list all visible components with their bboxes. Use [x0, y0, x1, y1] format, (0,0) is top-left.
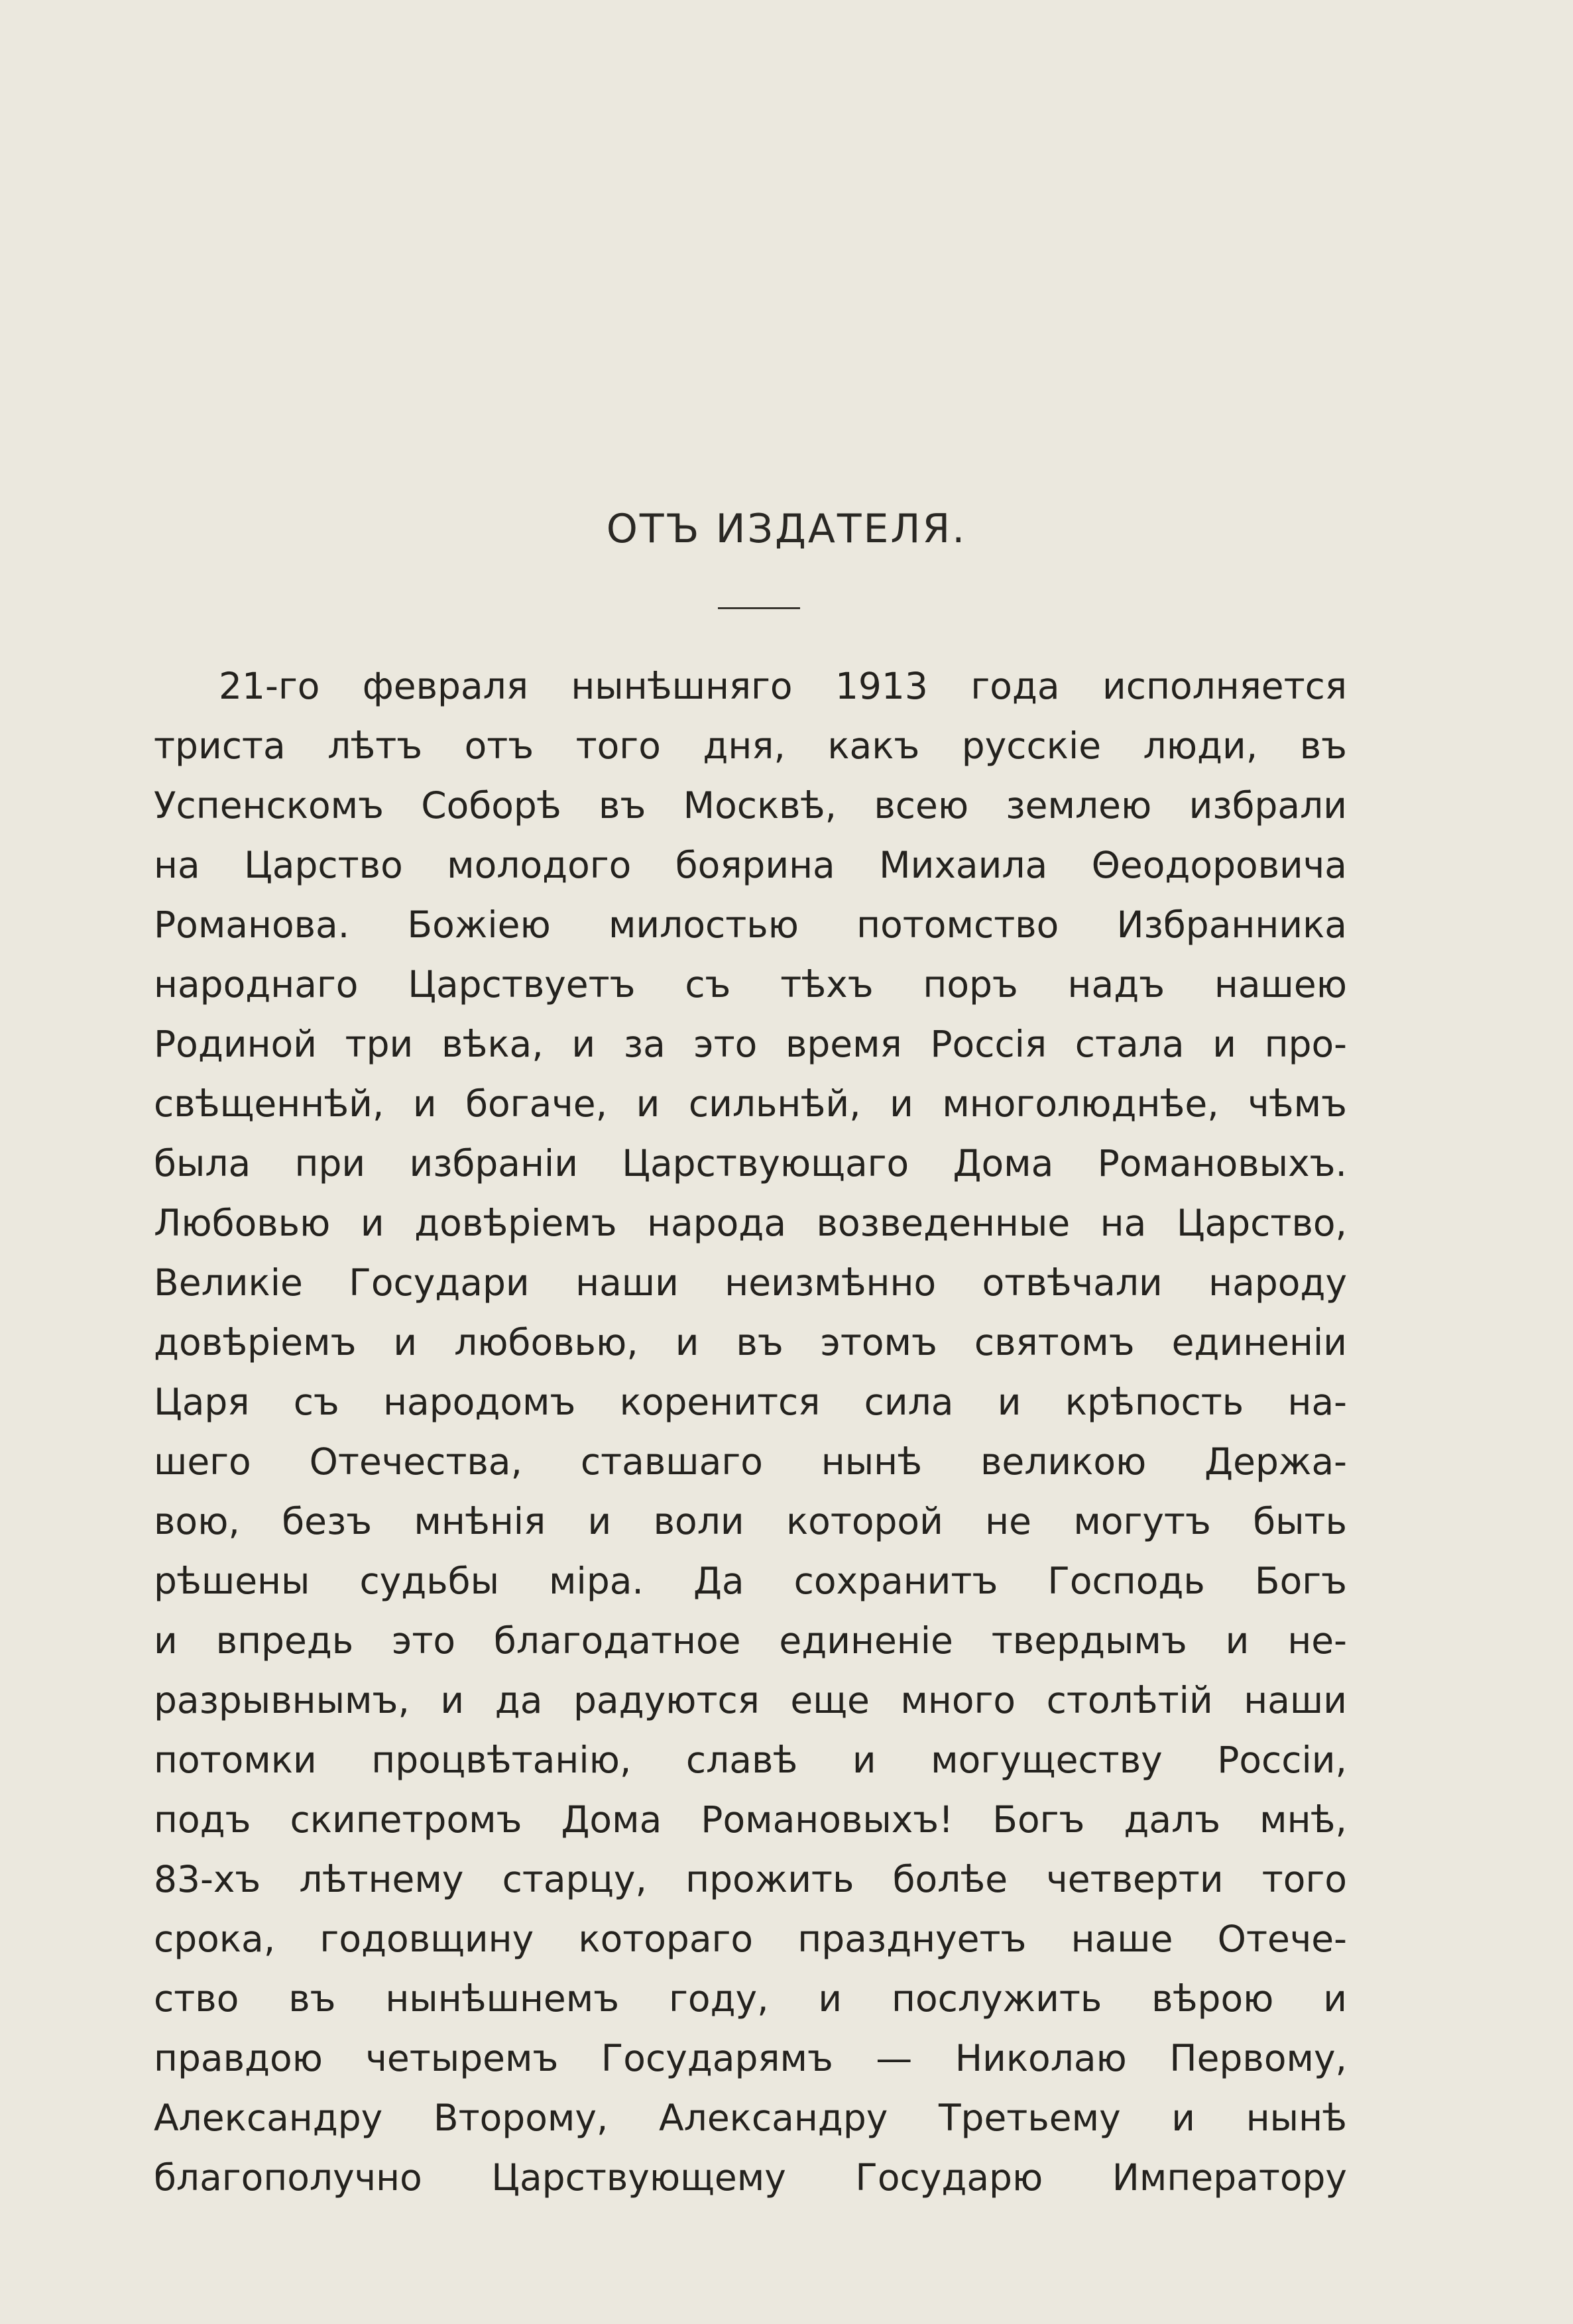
- text-line: Александру Второму, Александру Третьему и нынѣ: [154, 2097, 1347, 2139]
- text-line: триста лѣтъ отъ того дня, какъ русскіе люди, въ: [154, 725, 1347, 767]
- text-line: на Царство молодого боярина Михаила Θеодоровича: [154, 844, 1347, 886]
- text-line: вою, безъ мнѣнія и воли которой не могутъ быть: [154, 1500, 1347, 1542]
- text-line: Великіе Государи наши неизмѣнно отвѣчали народу: [154, 1261, 1347, 1304]
- text-line: и впредь это благодатное единеніе твердымъ и не-: [154, 1619, 1347, 1662]
- text-line: Царя съ народомъ коренится сила и крѣпость на-: [154, 1381, 1347, 1423]
- text-line: была при избраніи Царствующаго Дома Романовыхъ.: [154, 1142, 1347, 1185]
- text-line: 83-хъ лѣтнему старцу, прожить болѣе четверти того: [154, 1858, 1347, 1900]
- text-line: рѣшены судьбы міра. Да сохранитъ Господь Богъ: [154, 1560, 1347, 1602]
- text-line: срока, годовщину котораго празднуетъ наше Отече-: [154, 1918, 1347, 1960]
- text-line: правдою четыремъ Государямъ — Николаю Первому,: [154, 2037, 1347, 2079]
- text-line: потомки процвѣтанію, славѣ и могуществу Россіи,: [154, 1739, 1347, 1781]
- text-line: народнаго Царствуетъ съ тѣхъ поръ надъ нашею: [154, 963, 1347, 1006]
- page-heading: ОТЪ ИЗДАТЕЛЯ.: [606, 506, 967, 552]
- text-line: Родиной три вѣка, и за это время Россія стала и про-: [154, 1023, 1347, 1065]
- text-line: свѣщеннѣй, и богаче, и сильнѣй, и многолюднѣе, чѣмъ: [154, 1082, 1347, 1125]
- text-line: подъ скипетромъ Дома Романовыхъ! Богъ далъ мнѣ,: [154, 1798, 1347, 1841]
- text-line: разрывнымъ, и да радуются еще много столѣтій наши: [154, 1679, 1347, 1721]
- text-line: шего Отечества, ставшаго нынѣ великою Держа-: [154, 1440, 1347, 1483]
- text-line: 21-го февраля нынѣшняго 1913 года исполняется: [219, 665, 1347, 707]
- text-line: Успенскомъ Соборѣ въ Москвѣ, всею землею избрали: [154, 784, 1347, 827]
- text-line: Любовью и довѣріемъ народа возведенные на Царство,: [154, 1202, 1347, 1244]
- text-line: благополучно Царствующему Государю Императору: [154, 2156, 1347, 2199]
- text-line: довѣріемъ и любовью, и въ этомъ святомъ единеніи: [154, 1321, 1347, 1364]
- text-line: Романова. Божіею милостью потомство Избранника: [154, 903, 1347, 946]
- heading-rule: [718, 607, 800, 609]
- text-line: ство въ нынѣшнемъ году, и послужить вѣрою и: [154, 1977, 1347, 2020]
